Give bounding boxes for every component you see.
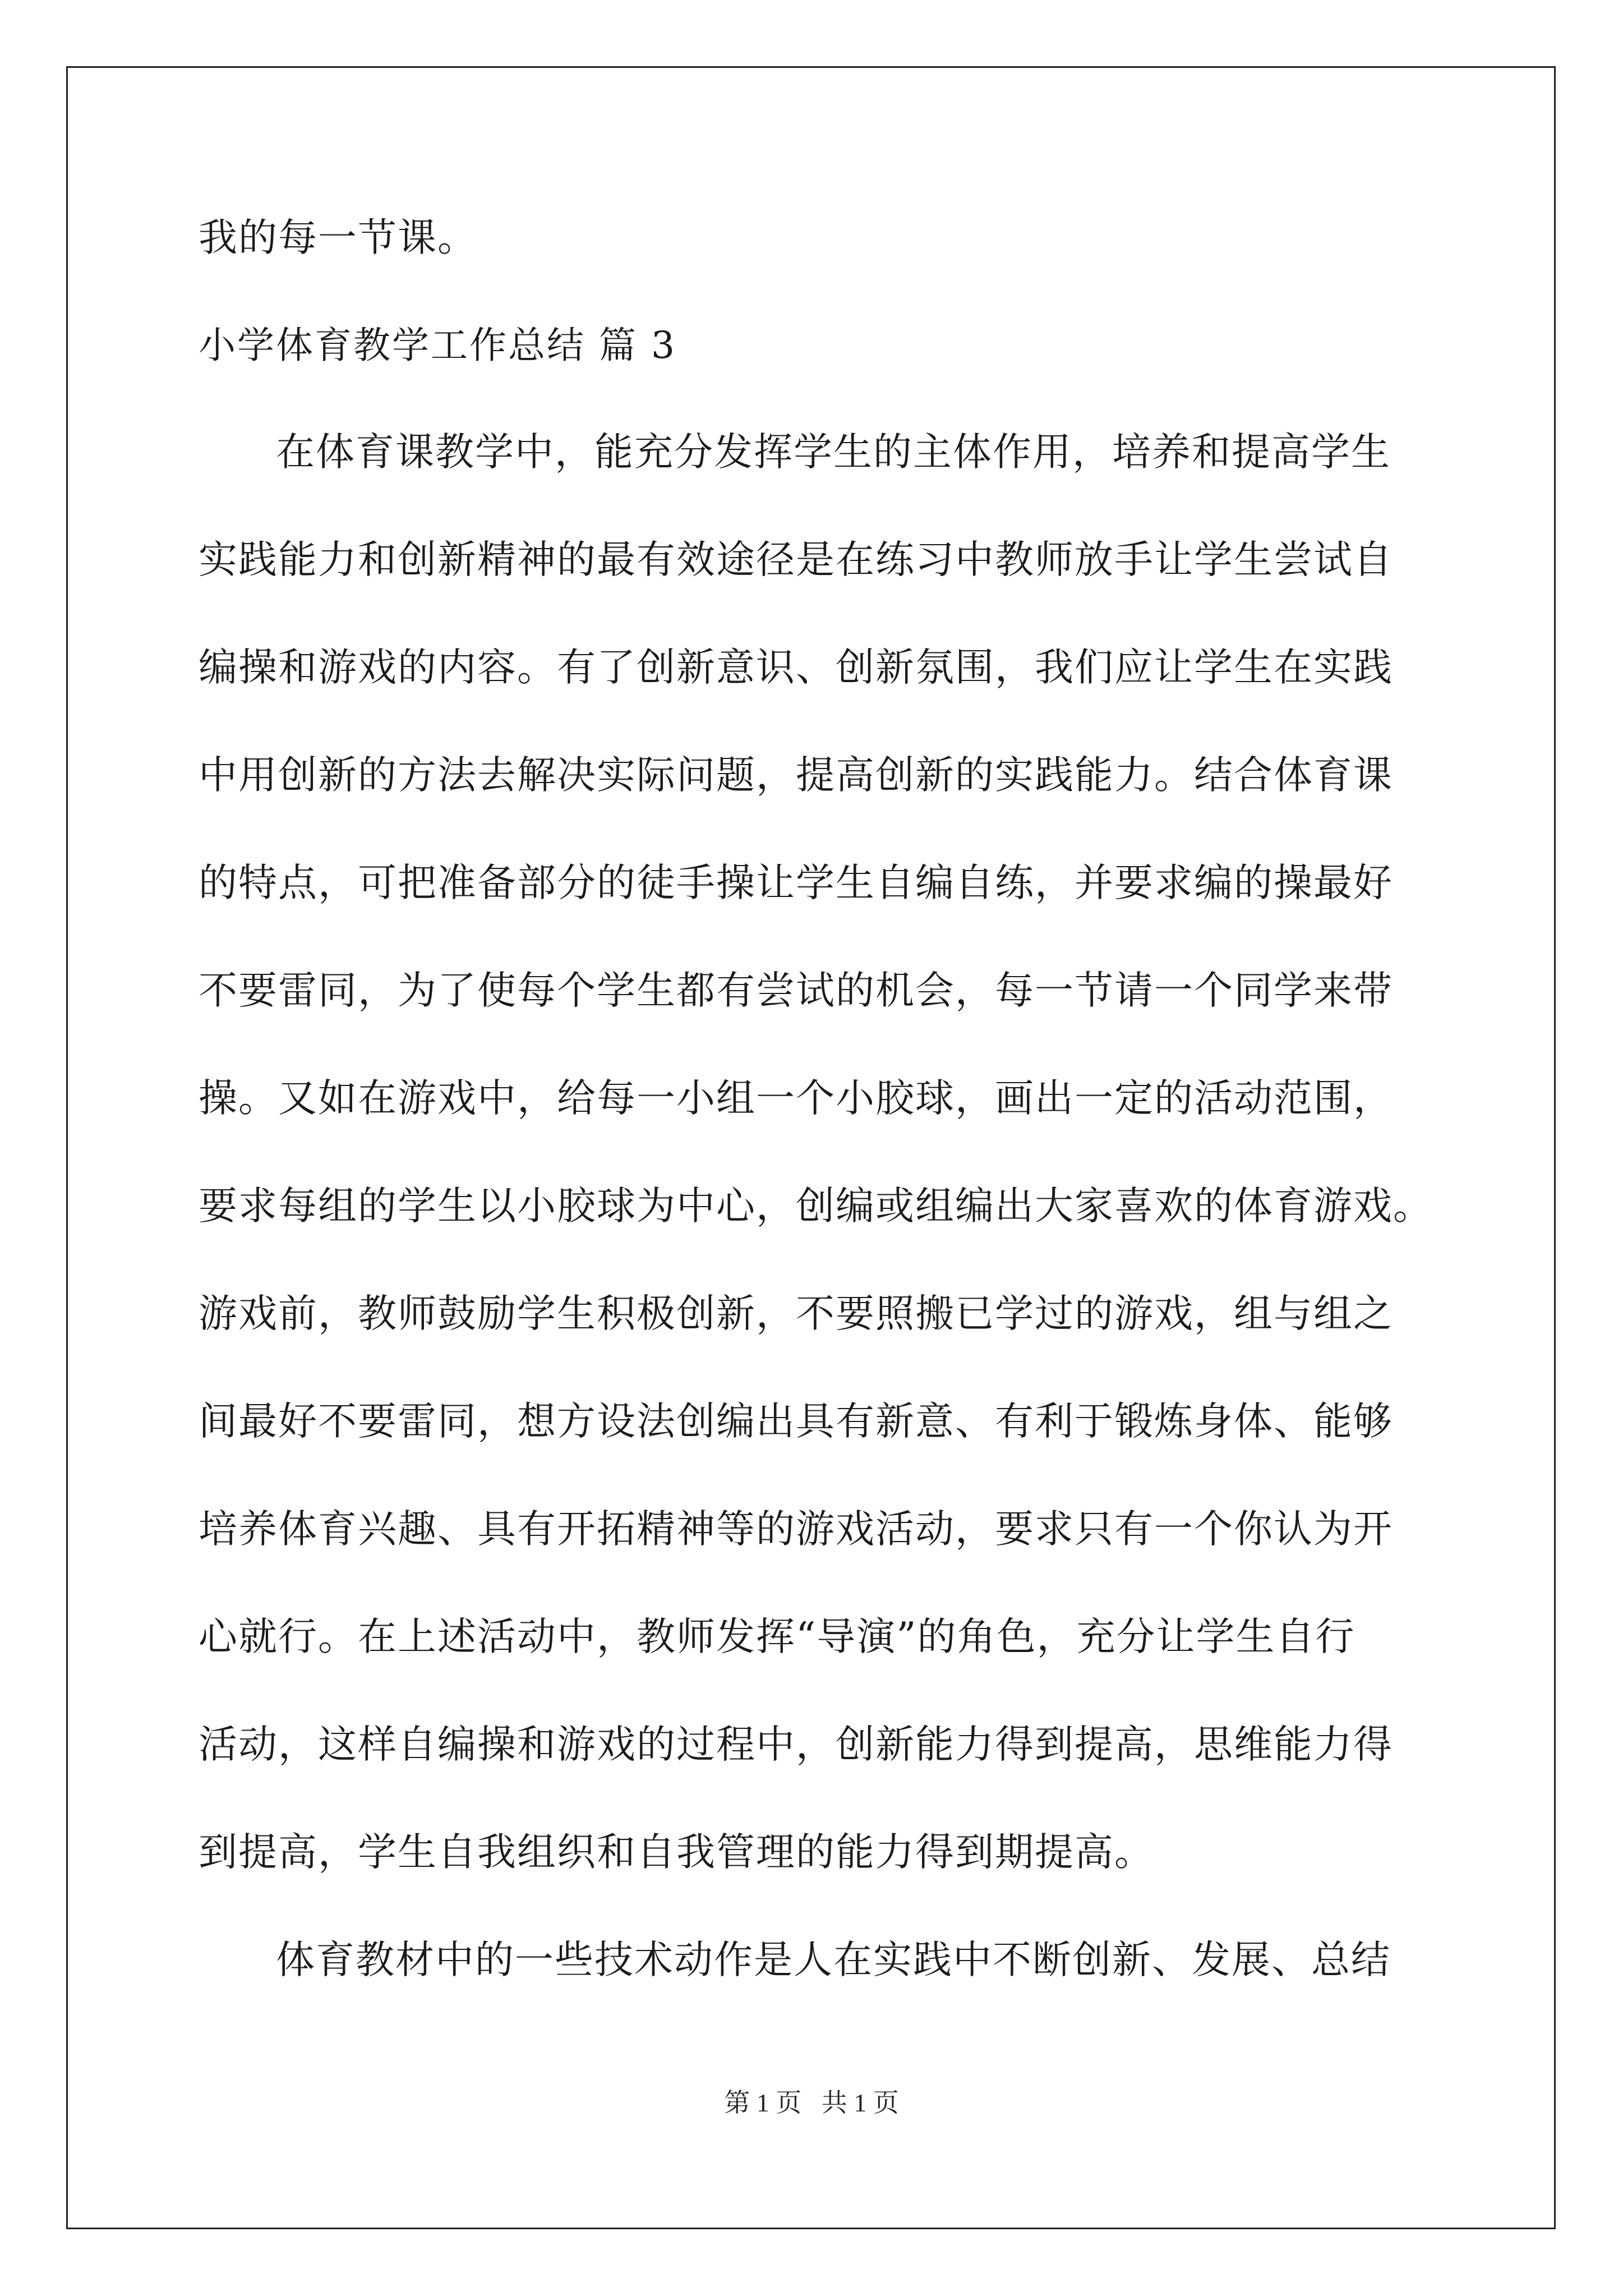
paragraph-line: 编操和游戏的内容。有了创新意识、创新氛围，我们应让学生在实践: [199, 645, 1393, 690]
document-body: [199, 215, 1433, 2045]
section-heading: 小学体育教学工作总结 篇 3: [199, 324, 676, 367]
paragraph-line: 心就行。在上述活动中，教师发挥“导演”的角色，充分让学生自行: [199, 1614, 1355, 1659]
paragraph-line: 游戏前，教师鼓励学生积极创新，不要照搬已学过的游戏，组与组之: [199, 1291, 1393, 1336]
paragraph-line: 的特点，可把准备部分的徒手操让学生自编自练，并要求编的操最好: [199, 861, 1393, 905]
page-number: 第 1 页: [724, 2088, 802, 2117]
page-footer: [0, 2082, 1623, 2119]
paragraph-line: 要求每组的学生以小胶球为中心，创编或组编出大家喜欢的体育游戏。: [199, 1184, 1433, 1228]
paragraph-line: 中用创新的方法去解决实际问题，提高创新的实践能力。结合体育课: [199, 753, 1393, 798]
paragraph-line: 间最好不要雷同，想方设法创编出具有新意、有利于锻炼身体、能够: [199, 1399, 1393, 1444]
paragraph-1: [199, 430, 1433, 1875]
paragraph-line: 不要雷同，为了使每个学生都有尝试的机会，每一节请一个同学来带: [199, 968, 1393, 1013]
paragraph-line: 实践能力和创新精神的最有效途径是在练习中教师放手让学生尝试自: [199, 537, 1393, 582]
paragraph-line: 体育教材中的一些技术动作是人在实践中不断创新、发展、总结: [276, 1938, 1391, 1982]
page-total: 共 1 页: [821, 2088, 899, 2117]
paragraph-line: 在体育课教学中，能充分发挥学生的主体作用，培养和提高学生: [276, 430, 1391, 475]
paragraph-line: 到提高，学生自我组织和自我管理的能力得到期提高。: [199, 1830, 1154, 1875]
paragraph-line: 操。又如在游戏中，给每一小组一个小胶球，画出一定的活动范围，: [199, 1076, 1393, 1121]
paragraph-2: [199, 1938, 1427, 1982]
carry-over-line: 我的每一节课。: [199, 215, 477, 260]
paragraph-line: 活动，这样自编操和游戏的过程中，创新能力得到提高，思维能力得: [199, 1722, 1393, 1767]
paragraph-line: 培养体育兴趣、具有开拓精神等的游戏活动，要求只有一个你认为开: [199, 1507, 1393, 1552]
